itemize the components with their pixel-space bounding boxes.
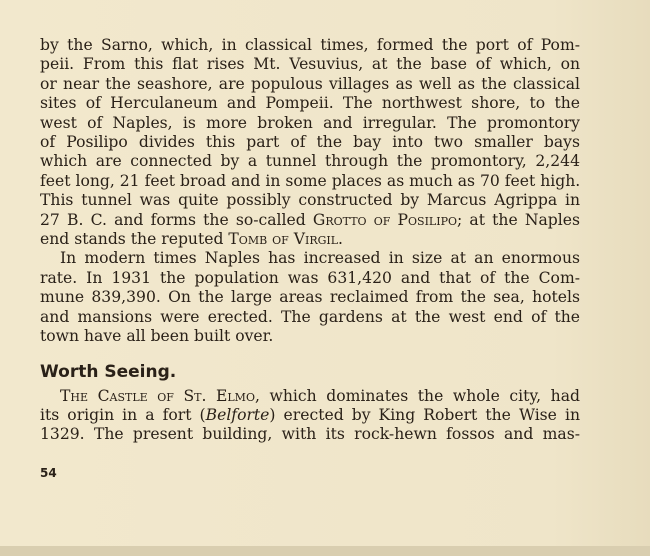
text-line: This tunnel was quite possibly constructed by Marcus Agrippa in (40, 191, 580, 210)
paragraph-castle-st-elmo (40, 387, 580, 445)
tomb-of-virgil-term: Tomb of Virgil. (228, 230, 344, 249)
page-text (40, 36, 580, 445)
text-line: 1329. The present building, with its rock-hewn fossos and mas- (40, 425, 580, 444)
text-line: feet long, 21 feet broad and in some places as much as 70 feet high. (40, 171, 581, 190)
page-number: 54 (40, 466, 57, 480)
text-line (40, 211, 580, 230)
section-heading: Worth Seeing. (40, 361, 177, 382)
text-line (40, 387, 580, 406)
text-line (40, 230, 580, 249)
text-line: or near the seashore, are populous villages as well as the classical (40, 74, 580, 93)
paragraph-bay-description (40, 36, 580, 249)
text-line: by the Sarno, which, in classical times, formed the port of Pom- (40, 36, 580, 54)
text-line: rate. In 1931 the population was 631,420 and that of the Com- (40, 268, 580, 287)
text-line (40, 406, 580, 425)
text-fragment: end stands the reputed (40, 230, 229, 249)
text-fragment: , which dominates the whole city, had (254, 386, 580, 405)
castle-of-st-elmo-term: The Castle of St. Elmo (60, 386, 255, 405)
text-line: mune 839,390. On the large areas reclaimed from the sea, hotels (40, 288, 580, 307)
text-line: town have all been built over. (40, 327, 274, 346)
paragraph-modern-naples (40, 249, 580, 346)
text-line: and mansions were erected. The gardens at the west end of the (40, 307, 580, 326)
text-fragment: ) erected by King Robert the Wise in (269, 405, 580, 424)
text-fragment: its origin in a fort ( (40, 405, 206, 424)
text-fragment: 27 B. C. and forms the so-called (40, 210, 313, 229)
text-line: of Posilipo divides this part of the bay into two smaller bays (40, 133, 580, 152)
belforte-term: Belforte (205, 405, 270, 424)
text-line: which are connected by a tunnel through the promontory, 2,244 (40, 152, 580, 171)
text-line: sites of Herculaneum and Pompeii. The northwest shore, to the (40, 94, 580, 113)
text-fragment: ; at the Naples (457, 210, 580, 229)
grotto-of-posilipo-term: Grotto of Posilipo (312, 210, 457, 229)
text-line: west of Naples, is more broken and irregular. The promontory (40, 113, 580, 132)
text-line: In modern times Naples has increased in size at an enormous (60, 249, 580, 268)
text-line: peii. From this flat rises Mt. Vesuvius, at the base of which, on (40, 55, 580, 74)
